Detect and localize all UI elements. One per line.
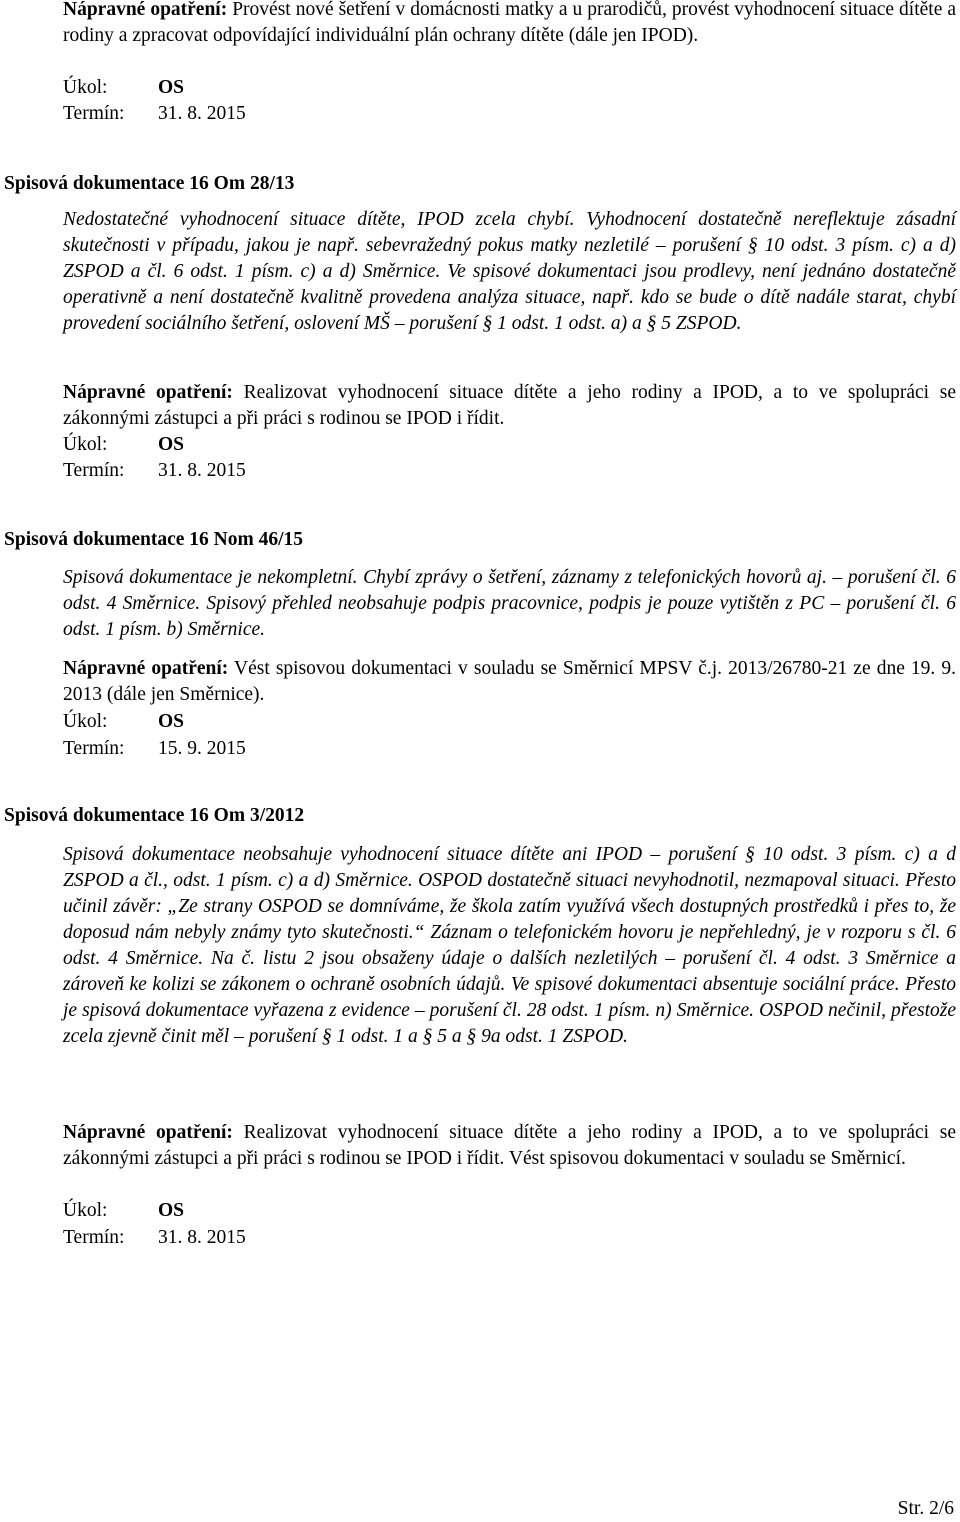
section-heading: Spisová dokumentace 16 Om 28/13 bbox=[4, 173, 295, 194]
finding-text: Spisová dokumentace je nekompletní. Chybí zprávy o šetření, záznamy z telefonických hovorů aj. – porušení čl. 6 odst. 4 Směrnice. Spisový přehled neobsahuje podpis pracovnice, podpis je pouze vytištěn z PC – porušení čl. 6 odst. 1 písm. b) Směrnice. bbox=[63, 567, 956, 640]
remedy-paragraph bbox=[63, 656, 956, 708]
remedy-label: Nápravné opatření: bbox=[63, 382, 233, 403]
deadline-value: 31. 8. 2015 bbox=[158, 460, 246, 481]
task-value: OS bbox=[158, 1200, 185, 1221]
remedy-text: Vést spisovou dokumentaci v souladu se Směrnicí MPSV č.j. 2013/26780-21 ze dne 19. 9. 2013 (dále jen Směrnice). bbox=[63, 658, 956, 705]
deadline-line bbox=[63, 1225, 246, 1251]
deadline-value: 31. 8. 2015 bbox=[158, 1227, 246, 1248]
deadline-label: Termín: bbox=[63, 738, 125, 759]
deadline-line bbox=[63, 101, 246, 127]
remedy-paragraph bbox=[63, 0, 956, 49]
finding-text: Nedostatečné vyhodnocení situace dítěte, IPOD zcela chybí. Vyhodnocení dostatečně nereflektuje zásadní skutečnosti v případu, jakou je např. sebevražedný pokus matky nezletilé – porušení § 10 odst. 3 písm. c) a d) ZSPOD a čl. 6 odst. 1 písm. c) a d) Směrnice. Ve spisové dokumentaci jsou prodlevy, není jednáno dostatečně operativně a není dostatečně kvalitně provedena analýza situace, např. kdo se bude o dítě nadále starat, chybí provedení sociálního šetření, oslovení MŠ – porušení § 1 odst. 1 odst. a) a § 5 ZSPOD. bbox=[63, 209, 956, 334]
remedy-text: Realizovat vyhodnocení situace dítěte a jeho rodiny a IPOD, a to ve spolupráci se zákonnými zástupci a při práci s rodinou se IPOD i řídit. Vést spisovou dokumentaci v souladu se Směrnicí. bbox=[63, 1122, 956, 1169]
task-line bbox=[63, 75, 184, 101]
deadline-label: Termín: bbox=[63, 1227, 125, 1248]
task-line bbox=[63, 709, 184, 735]
remedy-text: Realizovat vyhodnocení situace dítěte a jeho rodiny a IPOD, a to ve spolupráci se zákonnými zástupci a při práci s rodinou se IPOD i řídit. bbox=[63, 382, 956, 429]
finding-text: Spisová dokumentace neobsahuje vyhodnocení situace dítěte ani IPOD – porušení § 10 odst. 3 písm. c) a d ZSPOD a čl., odst. 1 písm. c) a d) Směrnice. OSPOD dostatečně situaci nevyhodnotil, nezmapoval situaci. Přesto učinil závěr: „Ze strany OSPOD se domníváme, že škola zatím využívá všech dostupných prostředků i přes to, že doposud nám nebyly známy tyto skutečnosti.“ Záznam o telefonickém hovoru je nepřehledný, je v rozporu s čl. 6 odst. 4 Směrnice. Na č. listu 2 jsou obsaženy údaje o dalších nezletilých – porušení čl. 4 odst. 3 Směrnice a zároveň ke kolizi se zákonem o ochraně osobních údajů. Ve spisové dokumentaci absentuje sociální práce. Přesto je spisová dokumentace vyřazena z evidence – porušení čl. 28 odst. 1 písm. n) Směrnice. OSPOD nečinil, přestože zcela zjevně činit měl – porušení § 1 odst. 1 a § 5 a § 9a odst. 1 ZSPOD. bbox=[63, 844, 956, 1047]
section-heading: Spisová dokumentace 16 Nom 46/15 bbox=[4, 529, 304, 550]
finding-paragraph bbox=[63, 565, 956, 643]
finding-paragraph bbox=[63, 842, 956, 1050]
task-line bbox=[63, 432, 184, 458]
remedy-text: Provést nové šetření v domácnosti matky a u prarodičů, provést vyhodnocení situace dítěte a rodiny a zpracovat odpovídající individuální plán ochrany dítěte (dále jen IPOD). bbox=[63, 0, 956, 46]
task-label: Úkol: bbox=[63, 711, 108, 732]
deadline-label: Termín: bbox=[63, 460, 125, 481]
task-value: OS bbox=[158, 434, 185, 455]
remedy-label: Nápravné opatření: bbox=[63, 0, 228, 20]
task-label: Úkol: bbox=[63, 1200, 108, 1221]
finding-paragraph bbox=[63, 207, 956, 337]
task-label: Úkol: bbox=[63, 434, 108, 455]
deadline-line bbox=[63, 736, 246, 762]
section-heading: Spisová dokumentace 16 Om 3/2012 bbox=[4, 805, 305, 826]
deadline-label: Termín: bbox=[63, 103, 125, 124]
deadline-value: 31. 8. 2015 bbox=[158, 103, 246, 124]
page-number: Str. 2/6 bbox=[897, 1498, 954, 1519]
deadline-value: 15. 9. 2015 bbox=[158, 738, 246, 759]
task-label: Úkol: bbox=[63, 77, 108, 98]
task-line bbox=[63, 1198, 184, 1224]
remedy-paragraph bbox=[63, 1120, 956, 1172]
task-value: OS bbox=[158, 77, 185, 98]
deadline-line bbox=[63, 458, 246, 484]
remedy-paragraph bbox=[63, 380, 956, 432]
remedy-label: Nápravné opatření: bbox=[63, 658, 229, 679]
remedy-label: Nápravné opatření: bbox=[63, 1122, 233, 1143]
task-value: OS bbox=[158, 711, 185, 732]
